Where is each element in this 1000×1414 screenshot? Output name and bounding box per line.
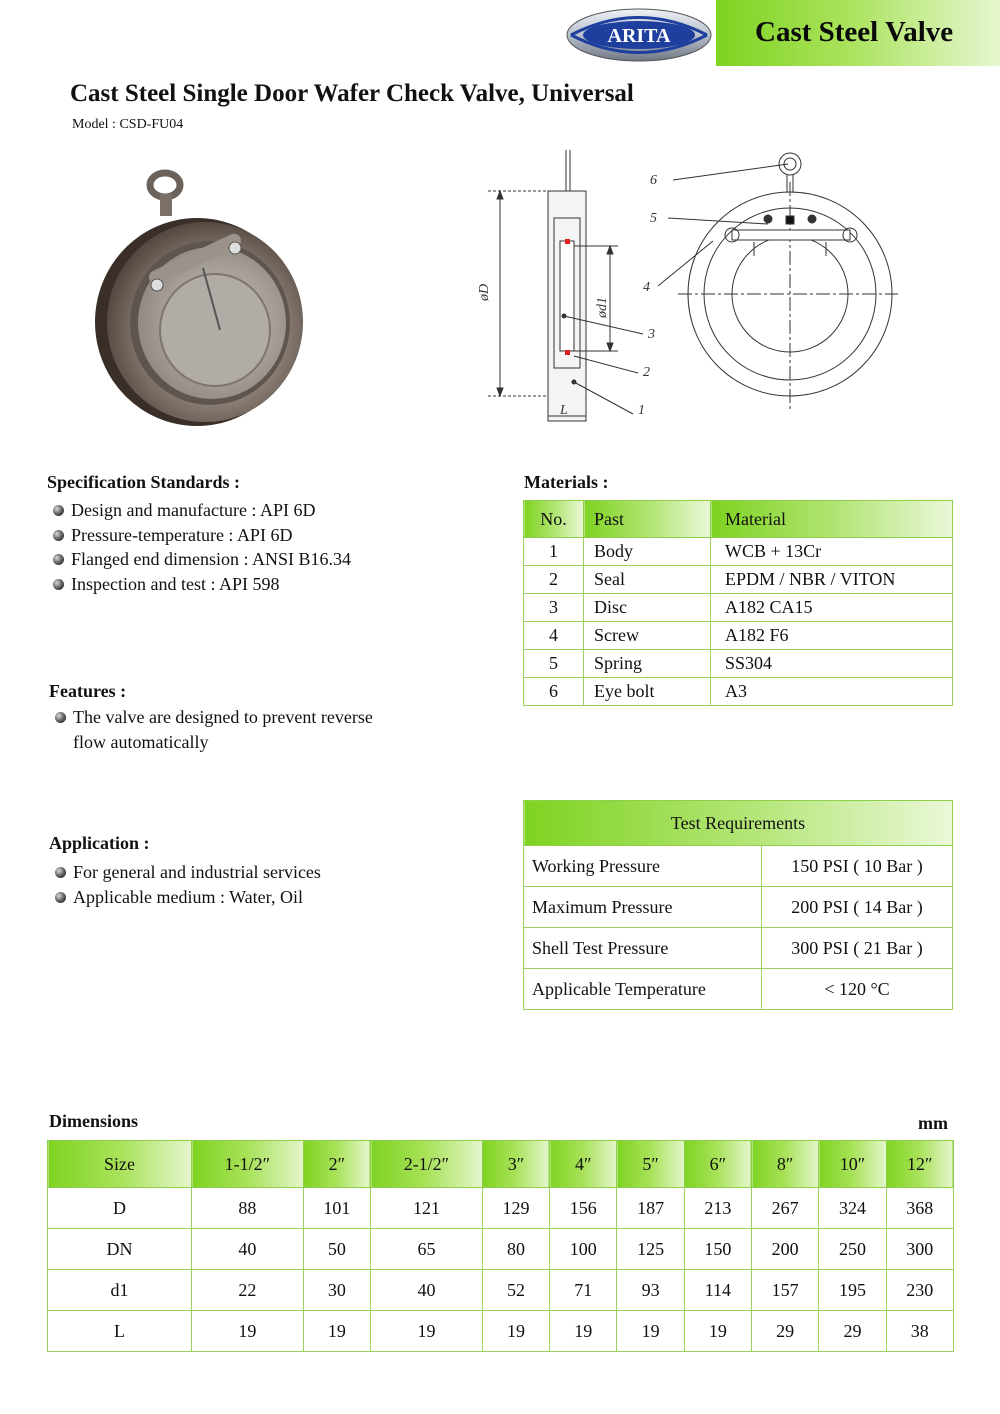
table-row: Shell Test Pressure 300 PSI ( 21 Bar ) bbox=[524, 928, 953, 969]
table-header-row bbox=[524, 501, 953, 538]
column-header: Past bbox=[584, 501, 711, 538]
table-row: DN 40 50 65 80 100 125 150 200 250 300 bbox=[48, 1229, 954, 1270]
column-header: 2″ bbox=[303, 1141, 370, 1188]
column-header: 4″ bbox=[550, 1141, 617, 1188]
list-item: The valve are designed to prevent reverse bbox=[49, 705, 373, 730]
table-row: Working Pressure 150 PSI ( 10 Bar ) bbox=[524, 846, 953, 887]
column-header: 8″ bbox=[752, 1141, 819, 1188]
callout-1: 1 bbox=[638, 403, 645, 418]
brand-text: ARITA bbox=[607, 25, 671, 47]
column-header: Size bbox=[48, 1141, 192, 1188]
table-row: D 88 101 121 129 156 187 213 267 324 368 bbox=[48, 1188, 954, 1229]
bullet-icon bbox=[53, 505, 64, 516]
column-header: Material bbox=[711, 501, 953, 538]
bullet-icon bbox=[53, 554, 64, 565]
application-list bbox=[49, 860, 321, 909]
bullet-icon bbox=[55, 892, 66, 903]
table-header-row bbox=[48, 1141, 954, 1188]
technical-drawing bbox=[478, 146, 898, 436]
table-row: 1 Body WCB + 13Cr bbox=[524, 538, 953, 566]
list-item: Inspection and test : API 598 bbox=[47, 572, 351, 597]
column-header: 6″ bbox=[684, 1141, 751, 1188]
bullet-icon bbox=[55, 712, 66, 723]
table-row: d1 22 30 40 52 71 93 114 157 195 230 bbox=[48, 1270, 954, 1311]
label-d1: ød1 bbox=[595, 297, 610, 318]
bullet-icon bbox=[55, 867, 66, 878]
label-D: øD bbox=[478, 283, 492, 301]
table-row: Applicable Temperature < 120 °C bbox=[524, 969, 953, 1010]
column-header: 12″ bbox=[886, 1141, 953, 1188]
callout-5: 5 bbox=[650, 211, 657, 226]
spec-list bbox=[47, 498, 351, 596]
table-row: 4 Screw A182 F6 bbox=[524, 622, 953, 650]
list-item: Design and manufacture : API 6D bbox=[47, 498, 351, 523]
table-header-row bbox=[524, 801, 953, 846]
label-L: L bbox=[560, 403, 568, 418]
arita-logo bbox=[565, 4, 713, 66]
callout-6: 6 bbox=[650, 173, 657, 188]
list-item: For general and industrial services bbox=[49, 860, 321, 885]
column-header: 2-1/2″ bbox=[371, 1141, 483, 1188]
table-row: Maximum Pressure 200 PSI ( 14 Bar ) bbox=[524, 887, 953, 928]
list-item-continued: flow automatically bbox=[73, 731, 209, 752]
bullet-icon bbox=[53, 530, 64, 541]
table-row: 2 Seal EPDM / NBR / VITON bbox=[524, 566, 953, 594]
bullet-icon bbox=[53, 579, 64, 590]
list-item: Applicable medium : Water, Oil bbox=[49, 885, 321, 910]
model-number: Model : CSD-FU04 bbox=[72, 117, 184, 132]
table-row: 5 Spring SS304 bbox=[524, 650, 953, 678]
test-requirements-table bbox=[523, 800, 953, 1010]
dimensions-table bbox=[47, 1140, 954, 1352]
application-heading: Application : bbox=[49, 833, 150, 853]
callout-4: 4 bbox=[643, 280, 650, 295]
features-heading: Features : bbox=[49, 681, 127, 701]
table-row: 3 Disc A182 CA15 bbox=[524, 594, 953, 622]
category-title: Cast Steel Valve bbox=[755, 16, 954, 48]
test-heading: Test Requirements bbox=[524, 801, 953, 846]
dimensions-heading: Dimensions bbox=[49, 1111, 139, 1131]
spec-heading: Specification Standards : bbox=[47, 472, 241, 492]
features-list bbox=[49, 705, 373, 754]
column-header: 5″ bbox=[617, 1141, 684, 1188]
materials-table bbox=[523, 500, 953, 706]
materials-heading: Materials : bbox=[524, 472, 609, 492]
valve-photo bbox=[85, 160, 325, 430]
column-header: No. bbox=[524, 501, 584, 538]
column-header: 10″ bbox=[819, 1141, 886, 1188]
table-row: 6 Eye bolt A3 bbox=[524, 678, 953, 706]
dimensions-unit: mm bbox=[918, 1113, 948, 1133]
list-item: Pressure-temperature : API 6D bbox=[47, 523, 351, 548]
column-header: 1-1/2″ bbox=[192, 1141, 304, 1188]
callout-3: 3 bbox=[648, 327, 655, 342]
product-title: Cast Steel Single Door Wafer Check Valve, Universal bbox=[70, 80, 634, 107]
table-row: L 19 19 19 19 19 19 19 29 29 38 bbox=[48, 1311, 954, 1352]
list-item: Flanged end dimension : ANSI B16.34 bbox=[47, 547, 351, 572]
callout-2: 2 bbox=[643, 365, 650, 380]
column-header: 3″ bbox=[482, 1141, 549, 1188]
